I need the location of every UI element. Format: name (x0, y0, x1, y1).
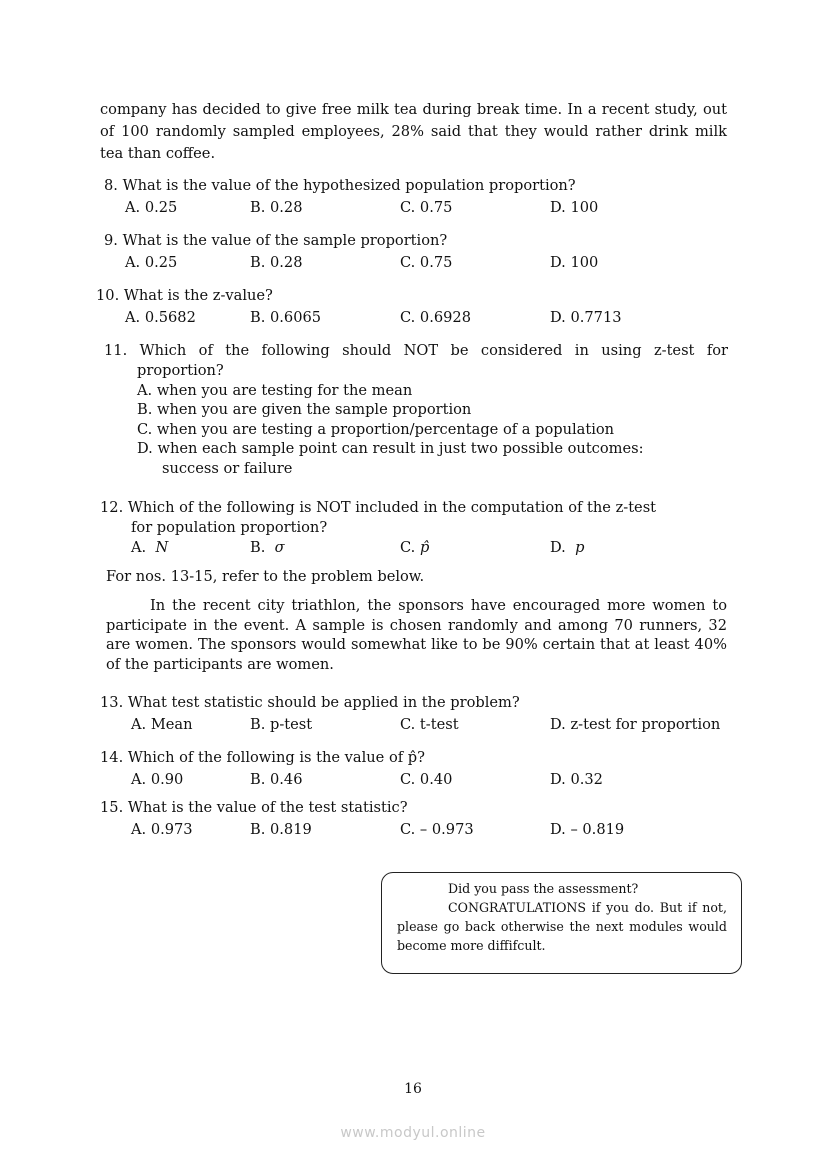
page-number: 16 (404, 1081, 422, 1097)
note-line-1: Did you pass the assessment? (448, 881, 639, 896)
intro-paragraph: company has decided to give free milk tea during break time. In a recent study, out of 100 randomly sampled employees, 28% said that they would rather drink milk tea than coffee. (100, 101, 727, 162)
option: A. 0.25 (125, 254, 178, 271)
question-11: 11. Which of the following should NOT be considered in using z-test for (104, 342, 728, 359)
option: D. 100 (550, 254, 599, 271)
refer-note: For nos. 13-15, refer to the problem below. (106, 568, 425, 585)
option: A. when you are testing for the mean (137, 382, 413, 399)
option: A. 0.25 (125, 199, 178, 216)
option: B. p-test (250, 716, 313, 733)
option: B. 0.46 (250, 771, 303, 788)
question-15: 15. What is the value of the test statistic? (100, 799, 408, 816)
option: D. – 0.819 (550, 821, 625, 838)
option: C. 0.40 (400, 771, 453, 788)
problem-paragraph: In the recent city triathlon, the sponsors have encouraged more women to participate in the event. A sample is chosen randomly and among 70 runners, 32 are women. The sponsors would somewhat like to be 90% certain that at least 40% of the participants are women. (106, 597, 727, 674)
option: A. Mean (131, 716, 193, 733)
option: D. when each sample point can result in just two possible outcomes: (137, 440, 644, 457)
option: B. σ (250, 539, 285, 556)
option: C. p̂ (400, 539, 430, 556)
option: A. 0.5682 (125, 309, 196, 326)
option: C. – 0.973 (400, 821, 474, 838)
assessment-note-box (381, 872, 742, 974)
option: A. N (131, 539, 169, 556)
watermark: www.modyul.online (340, 1125, 486, 1141)
option: C. when you are testing a proportion/percentage of a population (137, 421, 615, 438)
option-cont: success or failure (162, 460, 293, 477)
question-12-cont: for population proportion? (131, 519, 328, 536)
question-12: 12. Which of the following is NOT included in the computation of the z-test (100, 499, 657, 516)
option: C. 0.75 (400, 199, 453, 216)
question-11-cont: proportion? (137, 362, 224, 379)
option: D. p (550, 539, 585, 556)
option: B. 0.28 (250, 199, 303, 216)
option: A. 0.973 (131, 821, 193, 838)
option: C. 0.75 (400, 254, 453, 271)
question-13: 13. What test statistic should be applied in the problem? (100, 694, 520, 711)
option: D. 0.32 (550, 771, 603, 788)
option: C. 0.6928 (400, 309, 471, 326)
question-8: 8. What is the value of the hypothesized population proportion? (104, 177, 576, 194)
option: D. z-test for proportion (550, 716, 721, 733)
question-14: 14. Which of the following is the value of p̂? (100, 749, 425, 766)
option: D. 0.7713 (550, 309, 622, 326)
option: B. 0.819 (250, 821, 312, 838)
option: B. 0.6065 (250, 309, 322, 326)
option: D. 100 (550, 199, 599, 216)
question-9: 9. What is the value of the sample proportion? (104, 232, 448, 249)
option: C. t-test (400, 716, 459, 733)
note-line-2: CONGRATULATIONS if you do. But if not, please go back otherwise the next modules would become more diffifcult. (397, 900, 727, 953)
question-10: 10. What is the z-value? (96, 287, 273, 304)
option: B. when you are given the sample proportion (137, 401, 472, 418)
option: A. 0.90 (131, 771, 184, 788)
option: B. 0.28 (250, 254, 303, 271)
